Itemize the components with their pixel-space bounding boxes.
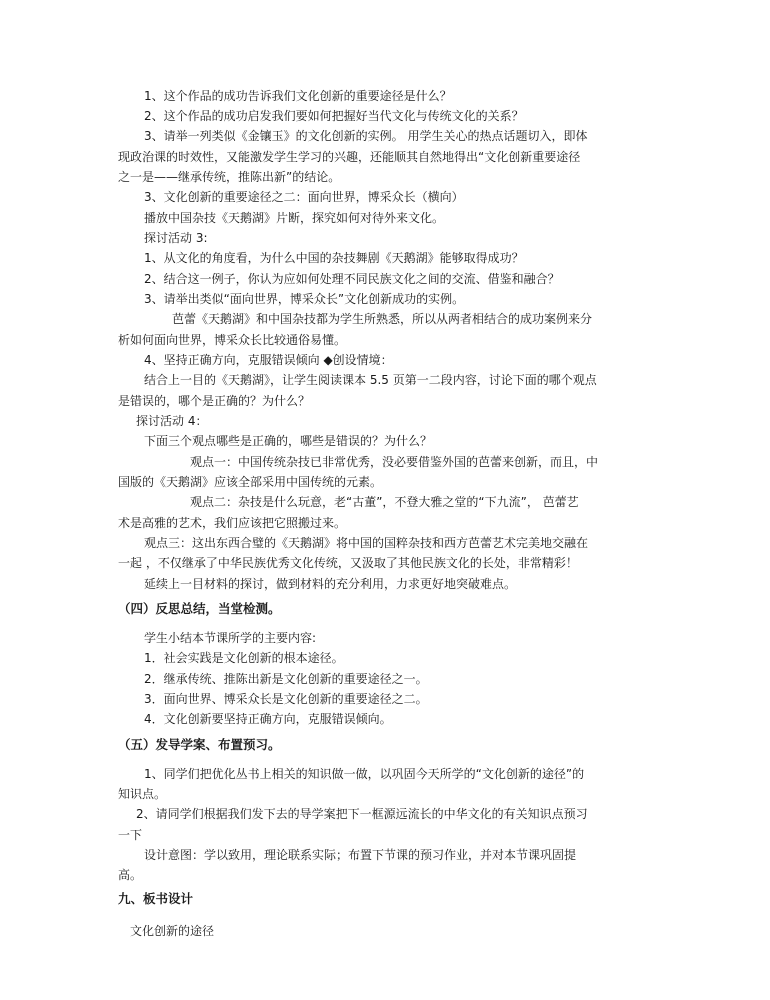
summary-item: 3．面向世界、博采众长是文化创新的重要途径之二。 xyxy=(144,692,428,706)
activity-label-4: 探讨活动 4： xyxy=(136,414,208,428)
viewpoint-2: 观点二：杂技是什么玩意，老“古董”，不登大雅之堂的“下九流”， 芭蕾艺 xyxy=(190,495,579,509)
homework-item-2: 2、请同学们根据我们发下去的导学案把下一框源远流长的中华文化的有关知识点预习 xyxy=(136,807,588,821)
paragraph-line: 析如何面向世界，博采众长比较通俗易懂。 xyxy=(118,333,347,347)
paragraph-line: 国版的《天鹅湖》应该全部采用中国传统的元素。 xyxy=(118,475,383,489)
activity-label-3: 探讨活动 3: xyxy=(144,231,208,245)
section-point-4: 4、坚持正确方向，克服错误倾向 ◆创设情境： xyxy=(144,353,393,367)
board-title: 文化创新的途径 xyxy=(130,924,215,938)
paragraph-line: 高。 xyxy=(118,868,143,882)
paragraph-line: 知识点。 xyxy=(118,787,167,801)
paragraph-line: 术是高雅的艺术，我们应该把它照搬过来。 xyxy=(118,516,347,530)
activity-question: 3、请举出类似“面向世界，博采众长”文化创新成功的实例。 xyxy=(144,292,465,306)
summary-intro: 学生小结本节课所学的主要内容: xyxy=(144,631,317,645)
summary-item: 2．继承传统、推陈出新是文化创新的重要途径之一。 xyxy=(144,672,428,686)
summary-item: 4．文化创新要坚持正确方向，克服错误倾向。 xyxy=(144,712,392,726)
summary-item: 1．社会实践是文化创新的根本途径。 xyxy=(144,651,344,665)
paragraph-line: 延续上一目材料的探讨，做到材料的充分利用，力求更好地突破难点。 xyxy=(144,577,517,591)
activity-question: 1、从文化的角度看，为什么中国的杂技舞剧《天鹅湖》能够取得成功？ xyxy=(144,251,524,265)
question-1: 1、这个作品的成功告诉我们文化创新的重要途径是什么？ xyxy=(144,89,452,103)
paragraph-line: 结合上一目的《天鹅湖》，让学生阅读课本 5.5 页第一二段内容，讨论下面的哪个观点 xyxy=(144,373,597,387)
question-3: 3、请举一列类似《金镶玉》的文化创新的实例。 用学生关心的热点话题切入，即体 xyxy=(144,129,588,143)
paragraph-line: 现政治课的时效性，又能激发学生学习的兴趣，还能顺其自然地得出“文化创新重要途径 xyxy=(118,150,581,164)
paragraph-line: 一下 xyxy=(118,828,143,842)
paragraph-line: 之一是——继承传统，推陈出新”的结论。 xyxy=(118,170,341,184)
design-intent: 设计意图：学以致用，理论联系实际；布置下节课的预习作业，并对本节课巩固提 xyxy=(144,848,577,862)
section-point-3: 3、文化创新的重要途径之二：面向世界，博采众长（横向） xyxy=(144,190,464,204)
paragraph-line: 播放中国杂技《天鹅湖》片断，探究如何对待外来文化。 xyxy=(144,211,445,225)
paragraph-line: 是错误的，哪个是正确的？为什么？ xyxy=(118,394,311,408)
section-heading-9: 九、板书设计 xyxy=(118,891,194,906)
activity-question: 2、结合这一例子，你认为应如何处理不同民族文化之间的交流、借鉴和融合？ xyxy=(144,272,560,286)
homework-item-1: 1、同学们把优化丛书上相关的知识做一做，以巩固今天所学的“文化创新的途径”的 xyxy=(144,767,585,781)
paragraph-line: 一起 ，不仅继承了中华民族优秀文化传统，又汲取了其他民族文化的长处，非常精彩！ xyxy=(118,556,578,570)
paragraph-line: 下面三个观点哪些是正确的，哪些是错误的？为什么？ xyxy=(144,434,433,448)
question-2: 2、这个作品的成功启发我们要如何把握好当代文化与传统文化的关系？ xyxy=(144,109,524,123)
viewpoint-1: 观点一：中国传统杂技已非常优秀，没必要借鉴外国的芭蕾来创新，而且，中 xyxy=(190,455,599,469)
viewpoint-3: 观点三：这出东西合璧的《天鹅湖》将中国的国粹杂技和西方芭蕾艺术完美地交融在 xyxy=(144,536,589,550)
section-heading-5: （五）发导学案、布置预习。 xyxy=(118,737,281,752)
paragraph-line: 芭蕾《天鹅湖》和中国杂技都为学生所熟悉，所以从两者相结合的成功案例来分 xyxy=(172,312,593,326)
section-heading-4: （四）反思总结，当堂检测。 xyxy=(118,601,281,616)
